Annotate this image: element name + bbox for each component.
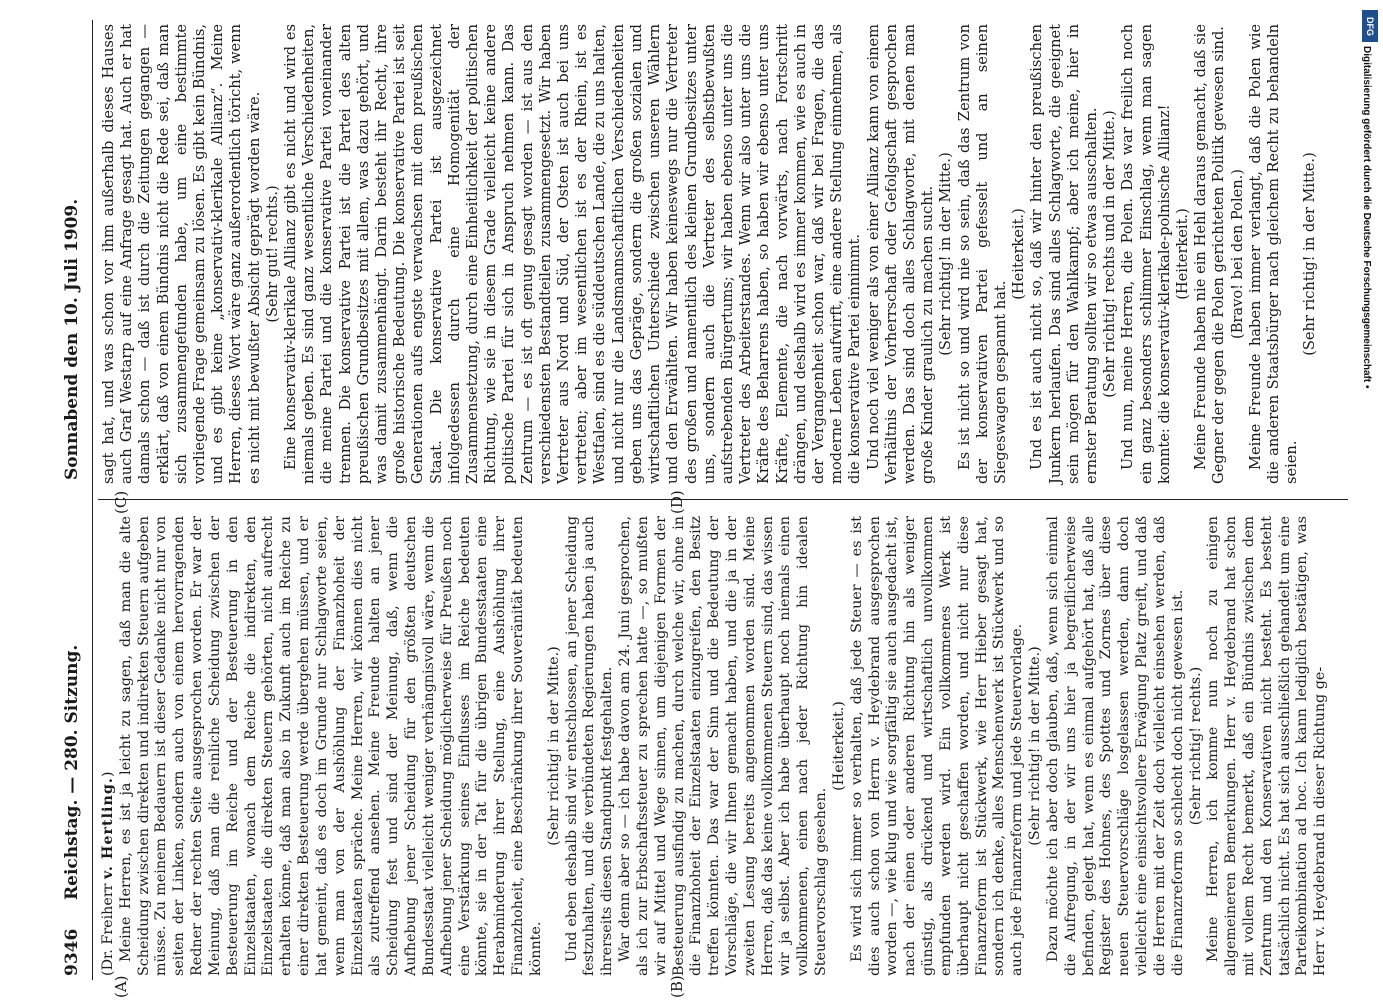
header-rule [92, 20, 93, 980]
interjection: (Bravo! bei den Polen.) [1228, 169, 1246, 339]
header-right-title: Sonnabend den 10. Juli 1909. [62, 198, 82, 480]
paragraph: Meine Herren, ich komme nun noch zu einigen allgemeineren Bemerkungen. Herr v. Heydebrand hat schon mit vollem Recht bemerkt, daß ein Bündnis zwischen dem Zentrum und den Konservativen nicht besteht. Es besteht tatsächlich nicht. Es hat sich ausschließlich gehandelt um eine Parteikombination ad hoc. Ich kann lediglich bestätigen, was Herr v. Heydebrand in dieser Richtung ge- [1205, 516, 1329, 976]
interjection: (Sehr richtig! rechts und in der Mitte.) [1101, 110, 1119, 398]
interjection: (Sehr gut! rechts.) [263, 185, 281, 323]
paragraph: Meine Freunde haben nie ein Hehl daraus gemacht, daß sie Gegner der gegen die Polen gerichteten Politik gewesen sind. [1192, 24, 1228, 484]
paragraph: Und eben deshalb sind wir entschlossen, an jener Scheidung festzuhalten, und die verbündeten Regierungen haben ja auch ihrerseits diesen Standpunkt festgehalten. [563, 516, 616, 976]
margin-mark-c: (C) [112, 490, 130, 514]
interjection: (Sehr richtig! in der Mitte.) [937, 152, 955, 356]
margin-mark-b: (B) [668, 975, 686, 998]
column-divider [98, 499, 1348, 500]
interjection: (Sehr richtig! in der Mitte.) [545, 646, 562, 846]
speaker-prefix: (Dr. Freiherr [100, 878, 116, 976]
paragraph: Meine Freunde haben immer verlangt, daß die Polen wie die anderen Staatsbürger nach gleichem Recht zu behandeln seien. [1246, 24, 1301, 484]
interjection: (Sehr richtig! rechts.) [1187, 666, 1204, 826]
paragraph: Eine konservativ-klerikale Allianz gibt es nicht und wird es niemals geben. Es sind ganz wesentliche Verschiedenheiten, die meine Partei und die konservative Partei voneinander trennen. Die konservative Partei ist die Partei des alten preußischen Grundbesitzes mit allem, was dazu gehört, und was damit zusammenhängt. Darin besteht ihr Recht, ihre große historische Bedeutung. Die konservative Partei ist seit Generationen aufs engste verwachsen mit dem preußischen Staat. Die konservative Partei ist ausgezeichnet infolgedessen durch eine Homogenität der Zusammensetzung, durch eine Einheitlichkeit der politischen Richtung, wie sie in diesem Grade vielleicht keine andere politische Partei für sich in Anspruch nehmen kann. Das Zentrum — es ist oft genug gesagt worden — ist aus den verschiedensten Bestandteilen zusammengesetzt. Wir haben Vertreter aus Nord und Süd, der Osten ist auch bei uns vertreten; aber im wesentlichen ist es der Rhein, ist es Westfalen, sind es die süddeutschen Lande, die zu uns halten, und nicht nur die Landsmannschaftlichen Verschiedenheiten geben uns das Gepräge, sondern die großen sozialen und wirtschaftlichen Unterschiede zwischen unseren Wählern und den Erwählten. Wir haben keineswegs nur die Vertreter des großen und namentlich des kleinen Grundbesitzes unter uns, sondern auch die Vertreter des selbstbewußten aufstrebenden Bürgertums; wir haben ebenso unter uns die Vertreter des Arbeiterstandes. Wenn wir also unter uns die Kräfte des Beharrens haben, so haben wir ebenso unter uns Kräfte, Elemente, die nach vorwärts, nach Fortschritt drängen, und deshalb wird es immer kommen, wie es auch in der Vergangenheit schon war, daß wir bei Fragen, die das moderne Leben aufwirft, eine andere Stellung einnehmen, als die konservative Partei einnimmt. [282, 24, 864, 484]
dfg-logo: DFG [1362, 10, 1378, 42]
margin-mark-d: (D) [668, 490, 686, 514]
paragraph: Dazu möchte ich aber doch glauben, daß, wenn sich einmal die Aufregung, in der wir uns hier ja begreiflicherweise befinden, gelegt hat, wenn es einmal aufgehört hat, daß alle Register des Hohnes, des Spottes und Zornes über diese neuen Steuervorschläge losgelassen werden, dann doch vielleicht eine einsichtsvollere Erwägung Platz greift, und daß die Herren mit der Zeit doch vielleicht einsehen werden, daß die Finanzreform so schlecht doch nicht gewesen ist. [1044, 516, 1186, 976]
speaker-name: v. Hertling. [100, 777, 116, 879]
paragraph: Es ist nicht so und wird nie so sein, daß das Zentrum von der konservativen Partei gefesselt und an seinen Siegeswagen gespannt hat. [955, 24, 1009, 484]
page-number: 9346 [62, 928, 82, 976]
interjection: (Heiterkeit.) [1173, 208, 1191, 300]
paragraph: Es wird sich immer so verhalten, daß jede Steuer — es ist dies auch schon von Herrn v. Heydebrand ausgesprochen worden —, wie klug und wie sorgfältig sie auch ausgedacht ist, nach der einen oder anderen Richtung hin als weniger günstig, als drückend und wirtschaftlich unvollkommen empfunden werden wird. Ein vollkommenes Werk ist überhaupt nicht geschaffen worden, und nicht nur diese Finanzreform ist Stückwerk, wie Herr Hieber gesagt hat, sondern ich denke, alles Menschenwerk ist Stückwerk und so auch jede Finanzreform und jede Steuervorlage. [848, 516, 1026, 976]
header-left-title: Reichstag. — 280. Sitzung. [62, 644, 82, 900]
interjection: (Heiterkeit.) [830, 701, 847, 791]
margin-mark-a: (A) [112, 975, 130, 998]
digitization-note [1361, 6, 1379, 994]
right-column [100, 24, 1320, 484]
document-page [48, 0, 1368, 1000]
paragraph: Und nun, meine Herren, die Polen. Das war freilich noch ein ganz besonders schlimmer Einschlag, wenn man sagen konnte: die konservativ-klerikale-polnische Allianz! [1119, 24, 1173, 484]
speaker-suffix: ) [100, 771, 116, 778]
paragraph: Und noch viel weniger als von einer Allianz kann von einem Verhältnis der Vorherrschaft oder Gefolgschaft gesprochen werden. Das sind doch alles Schlagworte, mit denen man große Kinder graulich zu machen sucht. [864, 24, 937, 484]
paragraph: sagt hat, und was schon vor ihm außerhalb dieses Hauses auch Graf Westarp auf eine Anfrage gesagt hat. Auch er hat damals schon — daß ist durch die Zeitungen gegangen — erklärt, daß von einem Bündnis nicht die Rede sei, daß man sich zusammengefunden habe, um eine bestimmte vorliegende Frage gemeinsam zu lösen. Es gibt kein Bündnis, und es gibt keine „konservativ-klerikale Allianz“. Meine Herren, dieses Wort wäre ganz außerordentlich töricht, wenn es nicht mit bewußter Absicht geprägt worden wäre. [100, 24, 263, 484]
digitization-note-text: Digitalisierung gefördert durch die Deutsche Forschungsgemeinschaft • [1361, 46, 1372, 389]
paragraph: Meine Herren, es ist ja leicht zu sagen, daß man die alte Scheidung zwischen direkten und indirekten Steuern aufgeben müsse. Zu meinem Bedauern ist dieser Gedanke nicht nur von seiten der Linken, sondern auch von einem hervorragenden Redner der rechten Seite ausgesprochen worden. Er war der Meinung, daß man die reinliche Scheidung zwischen der Besteuerung im Reiche und der Besteuerung in den Einzelstaaten, wonach dem Reiche die indirekten, den Einzelstaaten die direkten Steuern gehörten, nicht aufrecht erhalten könne, daß man also in Zukunft auch im Reiche zu einer direkten Besteuerung werde übergehen müssen, und er hat gemeint, daß es doch im Grunde nur Schlagworte seien, wenn man von der Aushöhlung der Finanzhoheit der Einzelstaaten spräche. Meine Herren, wir können dies nicht als zutreffend ansehen. Meine Freunde halten an jener Scheidung fest und sind der Meinung, daß, wenn die Aufhebung jener Scheidung für den größten deutschen Bundesstaat vielleicht weniger verhängnisvoll wäre, wenn die Aufhebung jener Scheidung möglicherweise für Preußen noch eine Verstärkung seines Einflusses im Reiche bedeuten könnte, sie in der Tat für die übrigen Bundesstaaten eine Herabminderung ihrer Stellung, eine Aushöhlung ihrer Finanzhoheit, eine Beschränkung ihrer Souveränität bedeuten könnte. [117, 516, 544, 976]
interjection: (Sehr richtig! in der Mitte.) [1301, 152, 1319, 356]
interjection: (Sehr richtig! in der Mitte.) [1027, 646, 1044, 846]
speaker-line [100, 516, 118, 976]
paragraph: War denn aber so — ich habe davon am 24. Juni gesprochen, als ich zur Erbschaftssteuer zu sprechen hatte —, so mußten wir auf Mittel und Wege sinnen, um diejenigen Formen der Besteuerung ausfindig zu machen, durch welche wir, ohne in die Finanzhoheit der Einzelstaaten einzugreifen, den Besitz treffen könnten. Das war der Sinn und die Bedeutung der Vorschläge, die wir Ihnen gemacht haben, und die ja in der zweiten Lesung bereits angenommen worden sind. Meine Herren, daß das keine vollkommenen Steuern sind, das wissen wir ja selbst. Aber ich habe überhaupt noch niemals einen vollkommenen, einen nach jeder Richtung hin idealen Steuervorschlag gesehen. [617, 516, 830, 976]
paragraph: Und es ist auch nicht so, daß wir hinter den preußischen Junkern herlaufen. Das sind alles Schlagworte, die geeignet sein mögen für den Wahlkampf; aber ich meine, hier in ernster Beratung sollten wir so etwas ausschalten. [1028, 24, 1100, 484]
left-column [100, 516, 1330, 976]
interjection: (Heiterkeit.) [1010, 208, 1028, 300]
